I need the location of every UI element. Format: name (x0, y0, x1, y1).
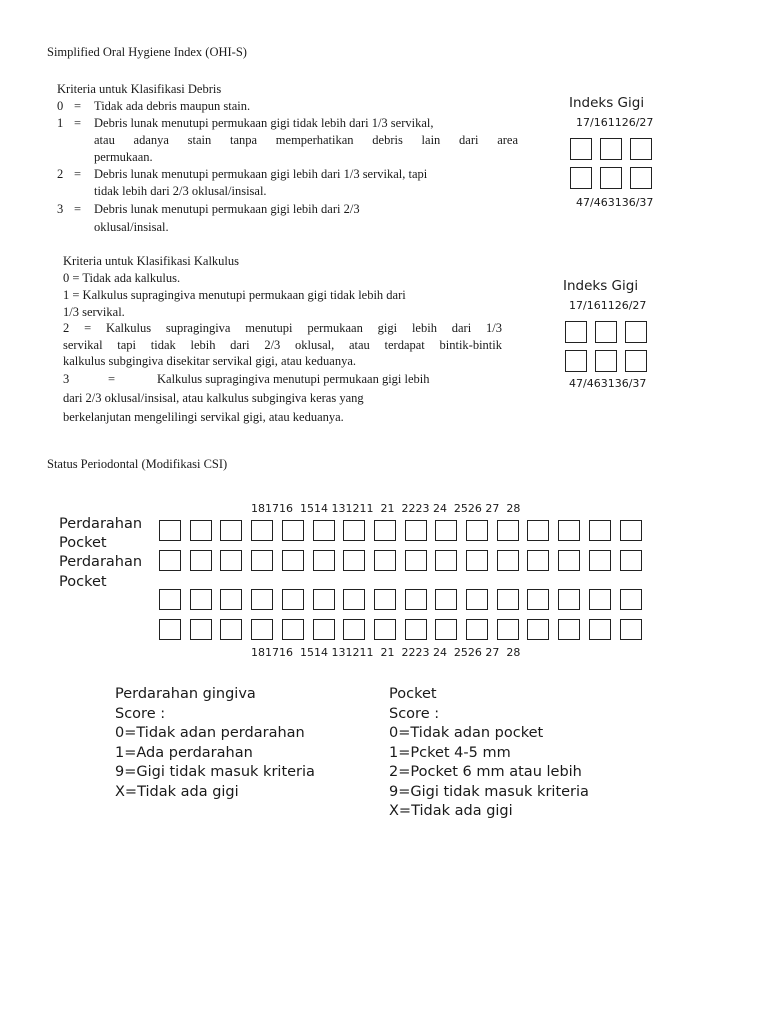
periodontal-score-box[interactable] (497, 520, 519, 541)
debris-item-0-num: 0 (57, 99, 64, 113)
periodontal-score-box[interactable] (159, 619, 181, 640)
pocket-score-label: Score : (389, 706, 440, 722)
periodontal-score-box[interactable] (466, 589, 488, 610)
debris-index-title: Indeks Gigi (569, 95, 645, 111)
calculus-heading: Kriteria untuk Klasifikasi Kalkulus (63, 254, 240, 268)
periodontal-score-box[interactable] (435, 520, 457, 541)
score-box[interactable] (630, 167, 652, 189)
score-box[interactable] (595, 350, 617, 372)
periodontal-score-box[interactable] (620, 520, 642, 541)
debris-item-3-eq: = (74, 202, 82, 216)
periodontal-score-box[interactable] (466, 550, 488, 571)
score-box[interactable] (565, 321, 587, 343)
debris-item-3-text: oklusal/insisal. (94, 220, 169, 234)
debris-heading: Kriteria untuk Klasifikasi Debris (57, 82, 222, 96)
bottom-teeth-label: 181716 1514 131211 21 2223 24 2526 27 28 (251, 646, 521, 659)
bleeding-legend-title: Perdarahan gingiva (115, 686, 256, 702)
periodontal-score-box[interactable] (527, 589, 549, 610)
periodontal-score-box[interactable] (620, 619, 642, 640)
bleeding-score-item: X=Tidak ada gigi (115, 784, 239, 800)
debris-item-3-text: Debris lunak menutupi permukaan gigi lebih dari 2/3 (94, 202, 360, 216)
periodontal-score-box[interactable] (589, 520, 611, 541)
calculus-item-3-cont: berkelanjutan mengelilingi servikal gigi, atau keduanya. (63, 410, 344, 424)
debris-item-1-text: atau adanya stain tanpa memperhatikan debris lain dari area (94, 133, 518, 147)
periodontal-score-box[interactable] (251, 619, 273, 640)
debris-item-1-eq: = (74, 116, 82, 130)
periodontal-score-box[interactable] (405, 589, 427, 610)
calculus-item-3: Kalkulus supragingiva menutupi permukaan gigi lebih (157, 372, 430, 386)
periodontal-score-box[interactable] (343, 589, 365, 610)
periodontal-score-box[interactable] (374, 520, 396, 541)
periodontal-score-box[interactable] (497, 589, 519, 610)
periodontal-score-box[interactable] (435, 589, 457, 610)
debris-item-2-text: tidak lebih dari 2/3 oklusal/insisal. (94, 184, 267, 198)
periodontal-score-box[interactable] (343, 520, 365, 541)
periodontal-score-box[interactable] (159, 520, 181, 541)
pocket-score-item: X=Tidak ada gigi (389, 803, 513, 819)
debris-item-2-text: Debris lunak menutupi permukaan gigi lebih dari 1/3 servikal, tapi (94, 167, 428, 181)
debris-item-1-text: Debris lunak menutupi permukaan gigi tidak lebih dari 1/3 servikal, (94, 116, 434, 130)
periodontal-score-box[interactable] (251, 550, 273, 571)
calculus-item-0: 0 = Tidak ada kalkulus. (63, 271, 181, 285)
periodontal-score-box[interactable] (343, 619, 365, 640)
calculus-item-2: 2 = Kalkulus supragingiva menutupi permukaan gigi lebih dari 1/3 (63, 321, 502, 335)
periodontal-score-box[interactable] (558, 550, 580, 571)
periodontal-score-box[interactable] (435, 619, 457, 640)
periodontal-score-box[interactable] (374, 619, 396, 640)
periodontal-score-box[interactable] (435, 550, 457, 571)
periodontal-score-box[interactable] (190, 550, 212, 571)
page-title: Simplified Oral Hygiene Index (OHI-S) (47, 45, 247, 59)
periodontal-score-box[interactable] (466, 619, 488, 640)
bleeding-score-label: Score : (115, 706, 166, 722)
periodontal-score-box[interactable] (497, 550, 519, 571)
periodontal-score-box[interactable] (282, 619, 304, 640)
bleeding-score-item: 1=Ada perdarahan (115, 745, 253, 761)
periodontal-score-box[interactable] (589, 589, 611, 610)
pocket-legend-title: Pocket (389, 686, 437, 702)
debris-item-1-num: 1 (57, 116, 64, 130)
periodontal-score-box[interactable] (343, 550, 365, 571)
debris-item-0-eq: = (74, 99, 82, 113)
periodontal-score-box[interactable] (589, 550, 611, 571)
periodontal-score-box[interactable] (374, 550, 396, 571)
periodontal-score-box[interactable] (190, 589, 212, 610)
calculus-item-3-eq: = (108, 372, 116, 386)
score-box[interactable] (625, 350, 647, 372)
periodontal-score-box[interactable] (220, 619, 242, 640)
periodontal-score-box[interactable] (558, 520, 580, 541)
periodontal-title: Status Periodontal (Modifikasi CSI) (47, 457, 228, 471)
periodontal-score-box[interactable] (313, 550, 335, 571)
periodontal-score-box[interactable] (220, 520, 242, 541)
bleeding-score-item: 0=Tidak adan perdarahan (115, 725, 305, 741)
score-box[interactable] (565, 350, 587, 372)
periodontal-score-box[interactable] (313, 520, 335, 541)
debris-item-3-num: 3 (57, 202, 64, 216)
calculus-item-1: 1 = Kalkulus supragingiva menutupi permukaan gigi tidak lebih dari (63, 288, 406, 302)
periodontal-score-box[interactable] (527, 619, 549, 640)
periodontal-score-box[interactable] (589, 619, 611, 640)
score-box[interactable] (570, 138, 592, 160)
debris-item-2-eq: = (74, 167, 82, 181)
bleeding-score-item: 9=Gigi tidak masuk kriteria (115, 764, 315, 780)
debris-index-bottom-label: 47/463136/37 (576, 196, 654, 209)
score-box[interactable] (600, 167, 622, 189)
calculus-index-title: Indeks Gigi (563, 278, 639, 294)
periodontal-score-box[interactable] (251, 520, 273, 541)
top-teeth-label: 181716 1514 131211 21 2223 24 2526 27 28 (251, 502, 521, 515)
periodontal-score-box[interactable] (620, 589, 642, 610)
periodontal-score-box[interactable] (220, 550, 242, 571)
calculus-index-top-label: 17/161126/27 (569, 299, 647, 312)
score-box[interactable] (625, 321, 647, 343)
periodontal-score-box[interactable] (527, 550, 549, 571)
row-label-pocket: Pocket (59, 535, 107, 551)
calculus-item-2-cont: servikal tapi tidak lebih dari 2/3 oklusal, atau terdapat bintik-bintik (63, 338, 502, 352)
row-label-perdarahan: Perdarahan (59, 554, 143, 570)
calculus-index-bottom-label: 47/463136/37 (569, 377, 647, 390)
calculus-item-3-cont: dari 2/3 oklusal/insisal, atau kalkulus subgingiva keras yang (63, 391, 364, 405)
periodontal-score-box[interactable] (558, 619, 580, 640)
periodontal-score-box[interactable] (497, 619, 519, 640)
periodontal-score-box[interactable] (190, 619, 212, 640)
score-box[interactable] (595, 321, 617, 343)
periodontal-score-box[interactable] (405, 550, 427, 571)
debris-item-2-num: 2 (57, 167, 64, 181)
pocket-score-item: 1=Pcket 4-5 mm (389, 745, 511, 761)
row-label-perdarahan: Perdarahan (59, 516, 143, 532)
periodontal-score-box[interactable] (159, 550, 181, 571)
periodontal-score-box[interactable] (620, 550, 642, 571)
periodontal-score-box[interactable] (313, 619, 335, 640)
calculus-item-2-cont: kalkulus subgingiva disekitar servikal gigi, atau keduanya. (63, 354, 356, 368)
pocket-score-item: 2=Pocket 6 mm atau lebih (389, 764, 582, 780)
periodontal-score-box[interactable] (282, 550, 304, 571)
score-box[interactable] (570, 167, 592, 189)
pocket-score-item: 9=Gigi tidak masuk kriteria (389, 784, 589, 800)
periodontal-score-box[interactable] (220, 589, 242, 610)
periodontal-score-box[interactable] (159, 589, 181, 610)
calculus-item-1-cont: 1/3 servikal. (63, 305, 125, 319)
periodontal-score-box[interactable] (190, 520, 212, 541)
periodontal-score-box[interactable] (282, 520, 304, 541)
periodontal-score-box[interactable] (374, 589, 396, 610)
debris-index-top-label: 17/161126/27 (576, 116, 654, 129)
periodontal-score-box[interactable] (405, 619, 427, 640)
periodontal-score-box[interactable] (251, 589, 273, 610)
calculus-item-3-num: 3 (63, 372, 70, 386)
periodontal-score-box[interactable] (282, 589, 304, 610)
periodontal-score-box[interactable] (527, 520, 549, 541)
row-label-pocket: Pocket (59, 574, 107, 590)
periodontal-score-box[interactable] (558, 589, 580, 610)
debris-item-1-text: permukaan. (94, 150, 153, 164)
score-box[interactable] (630, 138, 652, 160)
periodontal-score-box[interactable] (405, 520, 427, 541)
periodontal-score-box[interactable] (313, 589, 335, 610)
pocket-score-item: 0=Tidak adan pocket (389, 725, 544, 741)
debris-item-0-text: Tidak ada debris maupun stain. (94, 99, 251, 113)
score-box[interactable] (600, 138, 622, 160)
periodontal-score-box[interactable] (466, 520, 488, 541)
